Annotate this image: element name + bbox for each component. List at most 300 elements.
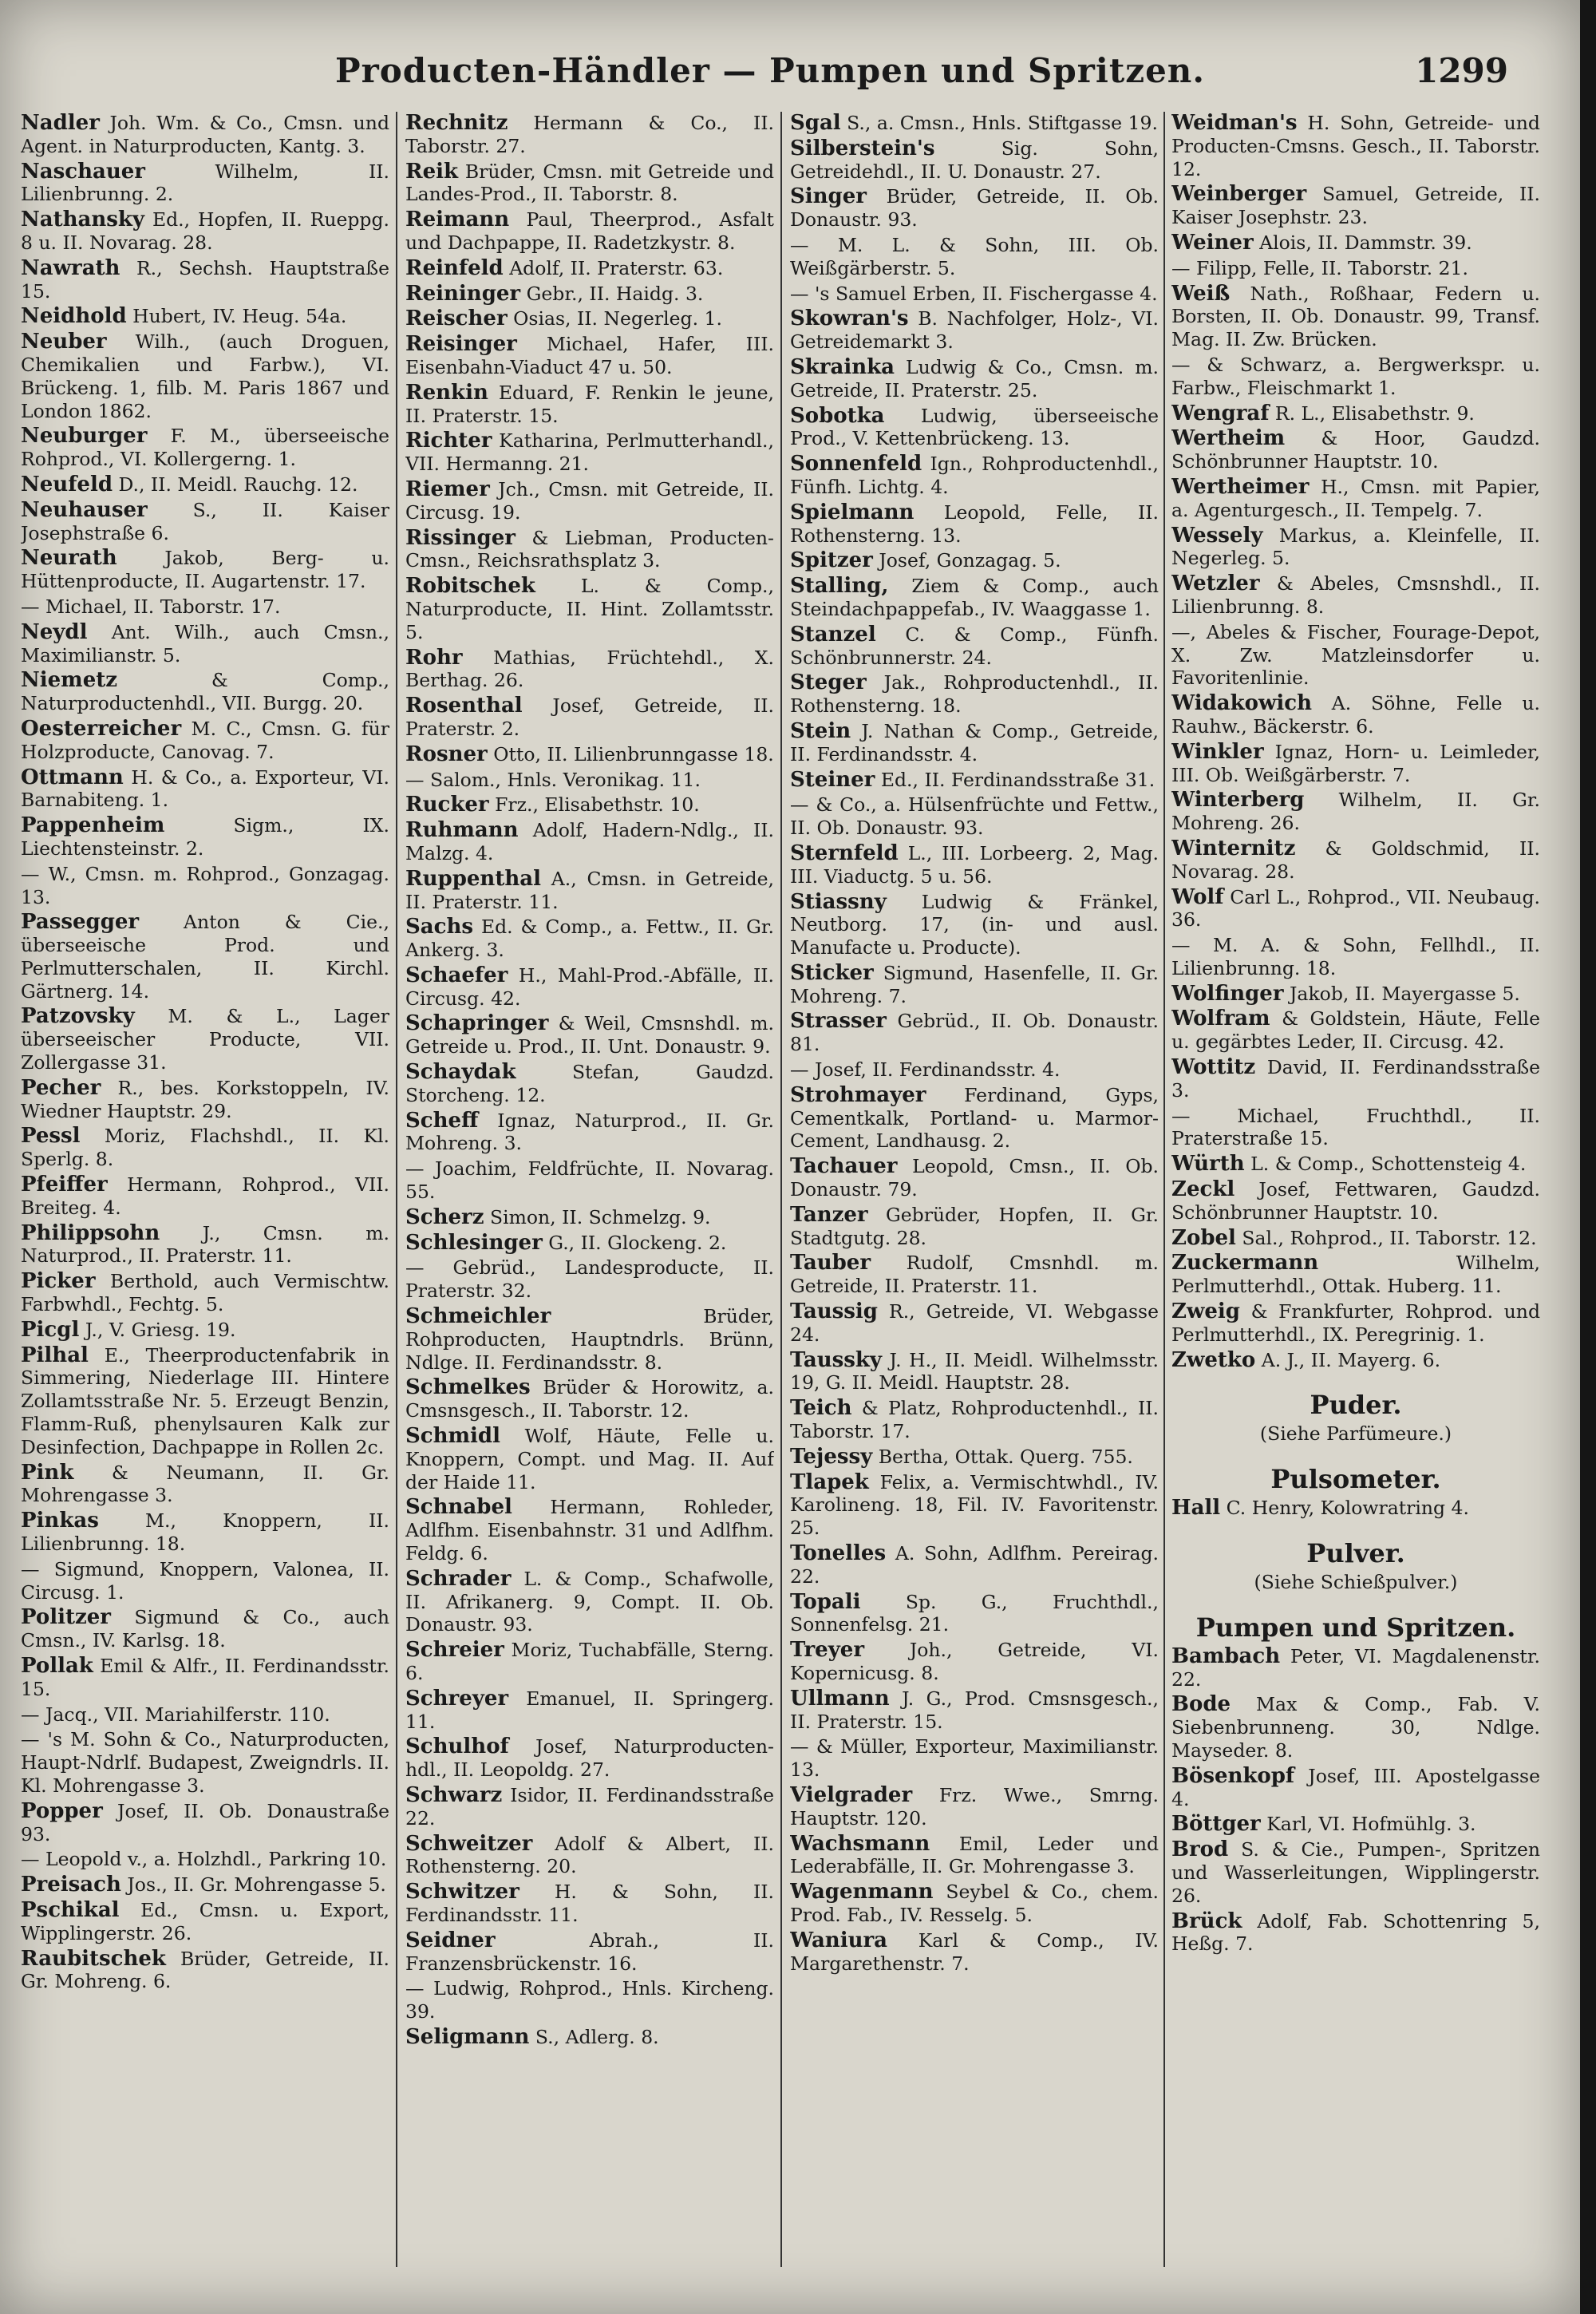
entry-name: Scheff — [405, 1108, 479, 1133]
entry-text: Samuel, Getreide, II. Kaiser Josephstr. 23. — [1171, 183, 1540, 229]
directory-entry — [790, 307, 1159, 354]
entry-name: Stalling, — [790, 574, 889, 599]
entry-name: Böttger — [1171, 1812, 1261, 1837]
directory-entry — [790, 1300, 1159, 1347]
entry-name: Zweig — [1171, 1299, 1240, 1324]
entry-text: Hubert, IV. Heug. 54a. — [132, 305, 347, 328]
entry-text: — & Schwarz, a. Bergwerkspr. u. Farbw., Fleischmarkt 1. — [1171, 353, 1540, 399]
entry-name: Neuber — [21, 330, 107, 354]
entry-text: Adolf, II. Praterstr. 63. — [509, 256, 724, 279]
directory-entry — [1171, 1105, 1540, 1151]
entry-text: — Michael, II. Taborstr. 17. — [21, 595, 281, 618]
entry-text: Josef, Getreide, II. Praterstr. 2. — [405, 694, 774, 740]
directory-entry — [21, 1005, 389, 1074]
entry-text: R., bes. Korkstoppeln, IV. Wiedner Hauptstr. 29. — [21, 1076, 389, 1122]
directory-entry — [790, 1446, 1159, 1469]
entry-text: Sigm., IX. Liechtensteinstr. 2. — [21, 814, 389, 860]
entry-text: Jos., II. Gr. Mohrengasse 5. — [127, 1873, 386, 1897]
directory-entry — [405, 964, 774, 1011]
entry-name: Wachsmann — [790, 1831, 930, 1856]
entry-name: Rechnitz — [405, 112, 508, 135]
directory-entry — [405, 769, 774, 792]
directory-entry — [790, 112, 1159, 135]
entry-name: Ruhmann — [405, 818, 519, 843]
entry-text: & Abeles, Cmsnshdl., II. Lilienbrunng. 8. — [1171, 572, 1540, 618]
directory-entry — [1171, 257, 1540, 280]
entry-text: S., a. Cmsn., Hnls. Stiftgasse 19. — [847, 112, 1158, 134]
directory-entry — [790, 1929, 1159, 1976]
directory-entry — [790, 891, 1159, 959]
entry-name: Wertheimer — [1171, 474, 1310, 499]
entry-name: Ruppenthal — [405, 866, 541, 891]
entry-text: H. & Sohn, II. Ferdinandsstr. 11. — [405, 1881, 774, 1926]
entry-text: — M. A. & Sohn, Fellhdl., II. Lilienbrunng. 18. — [1171, 934, 1540, 979]
entry-name: Wagenmann — [790, 1880, 934, 1905]
directory-entry — [21, 1509, 389, 1556]
entry-text: — Salom., Hnls. Veronikag. 11. — [405, 768, 701, 791]
entry-text: Frz. Wwe., Smrng. Hauptstr. 120. — [790, 1783, 1159, 1829]
entry-name: Niemetz — [21, 668, 118, 693]
directory-entry — [1171, 354, 1540, 400]
entry-name: Schreier — [405, 1638, 504, 1663]
entry-name: Wolfram — [1171, 1007, 1270, 1031]
entry-text: Frz., Elisabethstr. 10. — [495, 793, 700, 817]
entry-name: Pecher — [21, 1075, 101, 1100]
entry-text: Ferdinand, Gyps, Cementkalk, Portland- u. Marmor-Cement, Landhausg. 2. — [790, 1083, 1159, 1153]
entry-text: Peter, VI. Magdalenenstr. 22. — [1171, 1644, 1540, 1691]
directory-entry — [21, 814, 389, 860]
directory-entry — [1171, 283, 1540, 351]
entry-name: Wengraf — [1171, 401, 1270, 425]
entry-name: Weiner — [1171, 230, 1254, 255]
entry-text: — Josef, II. Ferdinandsstr. 4. — [790, 1058, 1061, 1082]
directory-entry — [790, 720, 1159, 766]
entry-name: Popper — [21, 1798, 103, 1823]
entry-text: Josef, Fettwaren, Gaudzd. Schönbrunner Hauptstr. 10. — [1171, 1178, 1540, 1224]
entry-text: — Jacq., VII. Mariahilferstr. 110. — [21, 1703, 330, 1726]
entry-text: Ludwig & Fränkel, Neutborg. 17, (in- und ausl. Manufacte u. Producte). — [790, 890, 1159, 959]
directory-entry — [21, 1173, 389, 1220]
entry-text: & Weil, Cmsnshdl. m. Getreide u. Prod., II. Unt. Donaustr. 9. — [405, 1012, 774, 1058]
entry-text: L. & Comp., Schafwolle, II. Afrikanerg. 9, Compt. II. Ob. Donaustr. 93. — [405, 1567, 774, 1636]
entry-name: Pink — [21, 1460, 74, 1485]
directory-entry — [21, 473, 389, 496]
entry-name: Pappenheim — [21, 813, 165, 838]
entry-text: & Neumann, II. Gr. Mohrengasse 3. — [21, 1461, 389, 1507]
entry-name: Bambach — [1171, 1644, 1281, 1668]
directory-entry — [21, 595, 389, 619]
entry-name: Neidhold — [21, 304, 127, 329]
entry-text: Michael, Hafer, III. Eisenbahn-Viaduct 47 u. 50. — [405, 333, 774, 378]
section-note: (Siehe Schießpulver.) — [1254, 1571, 1458, 1594]
entry-name: Zobel — [1171, 1225, 1236, 1250]
entry-name: Reischer — [405, 307, 508, 331]
entry-name: Preisach — [21, 1873, 121, 1897]
directory-entry — [1171, 1813, 1540, 1836]
entry-text: Hermann, Rohleder, Adlfhm. Eisenbahnstr. 31 und Adlfhm. Feldg. 6. — [405, 1496, 774, 1565]
directory-entry — [1171, 572, 1540, 619]
entry-name: Picgl — [21, 1317, 80, 1342]
entry-name: Tlapek — [790, 1469, 869, 1494]
entry-text: Emanuel, II. Springerg. 11. — [405, 1687, 774, 1733]
entry-name: Wertheim — [1171, 426, 1286, 451]
directory-entry — [21, 1899, 389, 1945]
directory-entry — [405, 160, 774, 207]
entry-name: Pilhal — [21, 1343, 89, 1367]
entry-text: D., II. Meidl. Rauchg. 12. — [118, 473, 358, 496]
entry-text: & Frankfurter, Rohprod. und Perlmutterhdl., IX. Peregrinig. 1. — [1171, 1300, 1540, 1346]
entry-name: Vielgrader — [790, 1782, 913, 1807]
entry-name: Schrader — [405, 1566, 512, 1591]
directory-entry — [405, 1639, 774, 1685]
directory-entry — [405, 647, 774, 693]
entry-text: Ignaz, Naturprod., II. Gr. Mohreng. 3. — [405, 1109, 774, 1155]
directory-entry — [21, 1948, 389, 1994]
directory-entry — [21, 305, 389, 328]
section-title: Pumpen und Spritzen. — [1195, 1612, 1516, 1643]
directory-entry — [21, 1077, 389, 1123]
entry-text: Ed., Cmsn. u. Export, Wipplingerstr. 26. — [21, 1898, 389, 1944]
entry-name: Brück — [1171, 1909, 1242, 1933]
entry-name: Sachs — [405, 915, 473, 939]
directory-entry — [21, 1270, 389, 1316]
directory-entry — [790, 769, 1159, 792]
entry-text: Josef, III. Apostelgasse 4. — [1171, 1764, 1540, 1810]
entry-text: Ed. & Comp., a. Fettw., II. Gr. Ankerg. 3. — [405, 916, 774, 962]
entry-name: Spielmann — [790, 500, 915, 524]
directory-entry — [1171, 1252, 1540, 1298]
entry-text: Abrah., II. Franzensbrückenstr. 16. — [405, 1928, 774, 1975]
entry-text: Hermann, Rohprod., VII. Breiteg. 4. — [21, 1173, 389, 1219]
directory-entry — [405, 2026, 774, 2049]
directory-entry — [21, 1655, 389, 1701]
entry-text: Ludwig, überseeische Prod., V. Kettenbrückeng. 13. — [790, 404, 1159, 450]
directory-entry — [1171, 1007, 1540, 1054]
directory-entry — [21, 160, 389, 207]
directory-entry — [790, 1155, 1159, 1201]
entry-text: Sig. Sohn, Getreidehdl., II. U. Donaustr. 27. — [790, 136, 1159, 183]
entry-text: J., Cmsn. m. Naturprod., II. Praterstr. 11. — [21, 1221, 389, 1268]
entry-name: Sonnenfeld — [790, 452, 922, 477]
directory-entry — [1171, 1178, 1540, 1224]
directory-entry — [1171, 1153, 1540, 1176]
entry-text: Osias, II. Negerleg. 1. — [513, 307, 722, 330]
entry-name: Neurath — [21, 546, 117, 571]
entry-text: Sal., Rohprod., II. Taborstr. 12. — [1242, 1226, 1537, 1249]
entry-name: Wetzler — [1171, 572, 1260, 596]
directory-entry — [21, 1728, 389, 1797]
entry-name: Reininger — [405, 281, 521, 306]
entry-name: Waniura — [790, 1928, 888, 1952]
entry-text: Isidor, II. Ferdinandsstraße 22. — [405, 1783, 774, 1829]
entry-name: Philippsohn — [21, 1220, 160, 1245]
entry-name: Weiß — [1171, 281, 1231, 306]
entry-name: Stanzel — [790, 622, 876, 647]
directory-entry — [1171, 741, 1540, 787]
directory-entry — [405, 1496, 774, 1564]
directory-entry — [21, 1848, 389, 1871]
entry-text: Sigmund, Hasenfelle, II. Gr. Mohreng. 7. — [790, 961, 1159, 1007]
directory-entry — [405, 527, 774, 573]
entry-name: Pessl — [21, 1124, 81, 1149]
entry-text: H. & Co., a. Exporteur, VI. Barnabiteng. 1. — [21, 765, 389, 812]
directory-entry — [21, 1125, 389, 1171]
entry-name: Seidner — [405, 1928, 496, 1952]
entry-name: Richter — [405, 429, 492, 453]
column-1 — [21, 112, 389, 2283]
directory-entry — [405, 1256, 774, 1303]
entry-name: Winkler — [1171, 739, 1264, 764]
entry-text: Stefan, Gaudzd. Storcheng. 12. — [405, 1061, 774, 1106]
entry-text: Moriz, Tuchabfälle, Sterng. 6. — [405, 1639, 774, 1684]
entry-name: Schapringer — [405, 1011, 549, 1036]
entry-name: Naschauer — [21, 159, 145, 184]
entry-text: Seybel & Co., chem. Prod. Fab., IV. Resselg. 5. — [790, 1881, 1159, 1926]
directory-entry — [790, 1735, 1159, 1782]
entry-text: — 's M. Sohn & Co., Naturproducten, Haupt-Ndrlf. Budapest, Zweigndrls. II. Kl. Mohrengasse 3. — [21, 1728, 389, 1797]
entry-text: — & Co., a. Hülsenfrüchte und Fettw., II. Ob. Donaustr. 93. — [790, 793, 1159, 840]
directory-entry — [790, 405, 1159, 451]
directory-entry — [1171, 1056, 1540, 1102]
directory-entry — [405, 1206, 774, 1229]
entry-text: G., II. Glockeng. 2. — [548, 1231, 727, 1254]
directory-entry — [405, 257, 774, 280]
directory-entry — [405, 283, 774, 306]
entry-text: Ant. Wilh., auch Cmsn., Maximilianstr. 5. — [21, 620, 389, 667]
directory-entry — [790, 453, 1159, 499]
entry-text: E., Theerproductenfabrik in Simmering, Niederlage III. Hintere Zollamtsstraße Nr. 5. Erzeugt Benzin, Flamm-Ruß, phenylsauren Kalk zur Desinfection, Dachpappe in Rollen 2c. — [21, 1343, 389, 1458]
entry-name: Rosenthal — [405, 694, 523, 718]
entry-name: Schmelkes — [405, 1375, 531, 1400]
directory-entry — [405, 112, 774, 158]
entry-text: — Sigmund, Knoppern, Valonea, II. Circusg. 1. — [21, 1557, 389, 1604]
entry-name: Robitschek — [405, 574, 535, 599]
entry-text: Berthold, auch Vermischtw. Farbwhdl., Fechtg. 5. — [21, 1270, 389, 1316]
entry-name: Wolfinger — [1171, 981, 1284, 1006]
entry-text: M. & L., Lager überseeischer Producte, VII. Zollergasse 31. — [21, 1005, 389, 1074]
entry-name: Picker — [21, 1269, 96, 1294]
directory-entry — [405, 1061, 774, 1107]
entry-text: David, II. Ferdinandsstraße 3. — [1171, 1056, 1540, 1102]
entry-name: Widakowich — [1171, 691, 1312, 716]
entry-text: Jak., Rohproductenhdl., II. Rothensterng. 18. — [790, 671, 1159, 718]
column-2 — [405, 112, 774, 2283]
entry-text: Gebr., II. Haidg. 3. — [526, 282, 704, 305]
entry-name: Rucker — [405, 793, 489, 817]
entry-name: Oesterreicher — [21, 716, 182, 741]
entry-text: Joh. Wm. & Co., Cmsn. und Agent. in Naturproducten, Kantg. 3. — [21, 112, 389, 157]
directory-entry — [790, 1784, 1159, 1830]
entry-text: S., II. Kaiser Josephstraße 6. — [21, 498, 389, 544]
directory-entry — [790, 1591, 1159, 1637]
entry-name: Hall — [1171, 1496, 1221, 1521]
directory-entry — [790, 1397, 1159, 1443]
entry-name: Schulhof — [405, 1735, 509, 1759]
entry-text: — Joachim, Feldfrüchte, II. Novarag. 55. — [405, 1157, 774, 1204]
directory-entry — [1171, 112, 1540, 180]
directory-entry — [21, 621, 389, 667]
entry-text: Hermann & Co., II. Taborstr. 27. — [405, 112, 774, 157]
section-note: (Siehe Parfümeure.) — [1259, 1422, 1452, 1446]
directory-entry — [21, 425, 389, 471]
entry-name: Weinberger — [1171, 182, 1307, 207]
directory-entry — [1171, 621, 1540, 690]
entry-text: Brüder, Rohproducten, Hauptndrls. Brünn, Ndlge. II. Ferdinandsstr. 8. — [405, 1305, 774, 1374]
entry-text: Jakob, II. Mayergasse 5. — [1290, 982, 1520, 1005]
directory-entry — [1171, 402, 1540, 425]
entry-text: Ed., II. Ferdinandsstraße 31. — [880, 768, 1156, 791]
entry-text: — M. L. & Sohn, III. Ob. Weißgärberstr. 5. — [790, 233, 1159, 279]
entry-text: Brüder & Horowitz, a. Cmsnsgesch., II. Taborstr. 12. — [405, 1376, 774, 1422]
entry-text: Eduard, F. Renkin le jeune, II. Praterstr. 15. — [405, 381, 774, 427]
directory-entry — [790, 1349, 1159, 1395]
entry-text: Adolf, Hadern-Ndlg., II. Malzg. 4. — [405, 819, 774, 864]
entry-text: S. & Cie., Pumpen-, Spritzen und Wasserleitungen, Wipplingerstr. 26. — [1171, 1838, 1540, 1907]
entry-name: Renkin — [405, 380, 488, 405]
directory-entry — [405, 743, 774, 766]
entry-text: R. L., Elisabethstr. 9. — [1274, 401, 1475, 425]
entry-text: Brüder, Cmsn. mit Getreide und Landes-Prod., II. Taborstr. 8. — [405, 160, 774, 206]
entry-name: Schaefer — [405, 963, 508, 987]
entry-text: — Gebrüd., Landesproducte, II. Praterstr. 32. — [405, 1256, 774, 1303]
entry-text: & Hoor, Gaudzd. Schönbrunner Hauptstr. 10. — [1171, 427, 1540, 473]
entry-name: Bösenkopf — [1171, 1763, 1295, 1788]
directory-entry — [21, 112, 389, 158]
entry-name: Tauber — [790, 1251, 871, 1276]
entry-name: Pschikal — [21, 1897, 120, 1922]
entry-text: C. & Comp., Fünfh. Schönbrunnerstr. 24. — [790, 623, 1159, 669]
entry-text: Josef, Naturproducten-hdl., II. Leopoldg. 27. — [405, 1735, 774, 1782]
entry-text: A., Cmsn. in Getreide, II. Praterstr. 11. — [405, 867, 774, 913]
entry-name: Patzovsky — [21, 1004, 135, 1029]
directory-entry — [21, 257, 389, 303]
entry-name: Steiner — [790, 767, 875, 792]
entry-name: Würth — [1171, 1152, 1245, 1177]
entry-text: A. Söhne, Felle u. Rauhw., Bäckerstr. 6. — [1171, 692, 1540, 738]
directory-entry — [405, 1012, 774, 1058]
directory-entry — [1171, 1910, 1540, 1956]
entry-name: Skrainka — [790, 354, 895, 379]
directory-entry — [790, 1687, 1159, 1734]
entry-text: Karl, VI. Hofmühlg. 3. — [1266, 1813, 1476, 1836]
directory-entry — [790, 1204, 1159, 1250]
directory-entry — [790, 1639, 1159, 1685]
entry-name: Tanzer — [790, 1202, 868, 1227]
entry-name: Weidman's — [1171, 112, 1298, 135]
entry-name: Stiassny — [790, 889, 887, 914]
directory-entry — [405, 694, 774, 741]
entry-name: Sticker — [790, 960, 874, 985]
directory-entry — [790, 1084, 1159, 1153]
entry-name: Spitzer — [790, 548, 873, 573]
directory-entry — [790, 623, 1159, 670]
directory-entry — [21, 1462, 389, 1508]
entry-text: L., III. Lorbeerg. 2, Mag. III. Viaductg. 5 u. 56. — [790, 841, 1159, 888]
directory-entry — [405, 819, 774, 865]
directory-entry — [790, 283, 1159, 306]
entry-name: Schmidl — [405, 1424, 500, 1449]
entry-text: Adolf & Albert, II. Rothensterng. 20. — [405, 1832, 774, 1878]
entry-name: Tachauer — [790, 1154, 898, 1179]
entry-name: Schmeichler — [405, 1304, 551, 1329]
entry-name: Topali — [790, 1589, 861, 1614]
directory-entry — [405, 868, 774, 914]
directory-entry — [790, 1252, 1159, 1298]
entry-name: Tejessy — [790, 1444, 873, 1469]
directory-entry — [405, 575, 774, 643]
directory-entry — [21, 330, 389, 422]
entry-text: A. Sohn, Adlfhm. Pereirag. 22. — [790, 1542, 1159, 1588]
entry-text: Jakob, Berg- u. Hüttenproducte, II. Augartenstr. 17. — [21, 547, 389, 593]
entry-text: J. H., II. Meidl. Wilhelmsstr. 19, G. II. Meidl. Hauptstr. 28. — [790, 1348, 1159, 1394]
directory-entry — [790, 842, 1159, 888]
directory-entry — [1171, 476, 1540, 522]
entry-name: Wessely — [1171, 523, 1263, 548]
entry-text: Ed., Hopfen, II. Rueppg. 8 u. II. Novarag. 28. — [21, 208, 389, 254]
entry-name: Tonelles — [790, 1541, 887, 1566]
directory-entry — [21, 1344, 389, 1459]
entry-text: — 's Samuel Erben, II. Fischergasse 4. — [790, 282, 1158, 305]
entry-text: & Goldstein, Häute, Felle u. gegärbtes Leder, II. Circusg. 42. — [1171, 1007, 1540, 1054]
entry-text: Wilh., (auch Droguen, Chemikalien und Farbw.), VI. Brückeng. 1, filb. M. Paris 1867 und London 1862. — [21, 330, 389, 422]
directory-entry — [790, 137, 1159, 184]
entry-name: Ullmann — [790, 1686, 890, 1711]
entry-name: Schwarz — [405, 1782, 503, 1807]
entry-text: Mathias, Früchtehdl., X. Berthag. 26. — [405, 646, 774, 692]
entry-name: Passegger — [21, 910, 140, 935]
directory-entry — [790, 575, 1159, 621]
directory-entry — [405, 1833, 774, 1879]
directory-entry — [790, 1881, 1159, 1927]
entry-text: Brüder, Getreide, II. Ob. Donaustr. 93. — [790, 185, 1159, 231]
directory-entry — [405, 333, 774, 379]
entry-name: Schaydak — [405, 1060, 516, 1085]
entry-text: — Filipp, Felle, II. Taborstr. 21. — [1171, 256, 1468, 279]
directory-entry — [21, 1319, 389, 1342]
entry-name: Neuhauser — [21, 497, 148, 522]
directory-entry — [790, 671, 1159, 718]
entry-name: Rohr — [405, 645, 463, 670]
directory-entry — [790, 1833, 1159, 1879]
entry-name: Winterberg — [1171, 788, 1305, 813]
directory-entry — [1171, 886, 1540, 932]
entry-text: Leopold, Cmsn., II. Ob. Donaustr. 79. — [790, 1155, 1159, 1201]
directory-entry — [21, 863, 389, 909]
directory-entry — [790, 1542, 1159, 1588]
section-title: Pulver. — [1306, 1538, 1405, 1569]
directory-entry — [1171, 1349, 1540, 1372]
entry-text: Leopold, Felle, II. Rothensterng. 13. — [790, 500, 1159, 547]
entry-name: Schreyer — [405, 1686, 509, 1711]
entry-text: Ignaz, Horn- u. Leimleder, III. Ob. Weißgärberstr. 7. — [1171, 740, 1540, 786]
directory-entry — [21, 766, 389, 813]
directory-entry — [790, 1058, 1159, 1082]
directory-entry — [1171, 1765, 1540, 1811]
entry-text: Moriz, Flachshdl., II. Kl. Sperlg. 8. — [21, 1125, 389, 1171]
entry-text: Sp. G., Fruchthdl., Sonnenfelsg. 21. — [790, 1590, 1159, 1636]
entry-text: Ign., Rohproductenhdl., Fünfh. Lichtg. 4. — [790, 453, 1159, 498]
entry-name: Riemer — [405, 477, 490, 501]
entry-name: Zuckermann — [1171, 1251, 1319, 1276]
entry-text: & Liebman, Producten-Cmsn., Reichsrathsplatz 3. — [405, 526, 774, 572]
directory-entry — [1171, 837, 1540, 884]
entry-name: Taussky — [790, 1347, 883, 1372]
entry-text: Max & Comp., Fab. V. Siebenbrunneng. 30, Ndlge. Mayseder. 8. — [1171, 1693, 1540, 1762]
entry-name: Reik — [405, 159, 459, 184]
entry-name: Pfeiffer — [21, 1173, 108, 1197]
entry-text: J., V. Griesg. 19. — [85, 1318, 236, 1341]
entry-text: Emil & Alfr., II. Ferdinandsstr. 15. — [21, 1655, 389, 1700]
